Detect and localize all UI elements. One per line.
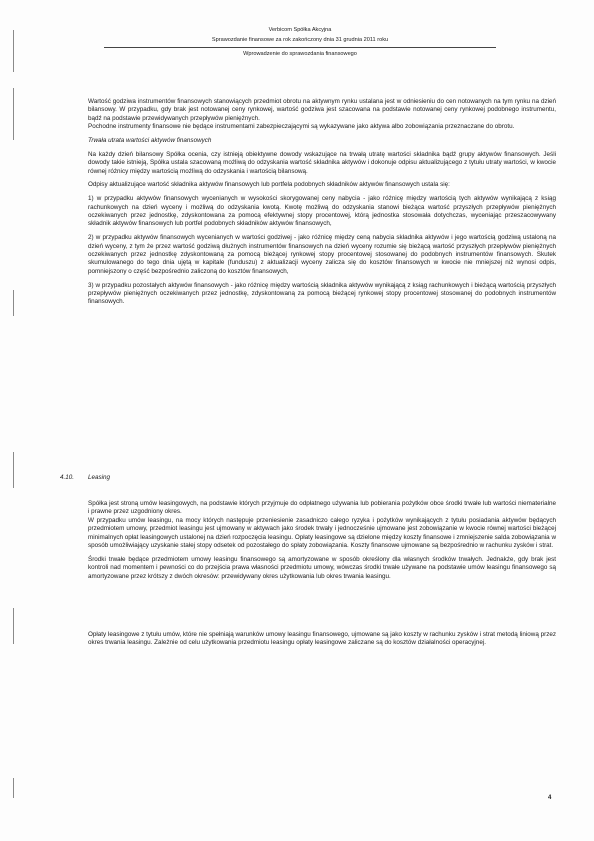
list-item: 3) w przypadku pozostałych aktywów finansowych - jako różnicę między wartością składnika aktywów wynikającą z ksiąg rachunkowych i bieżącą wartością przyszłych przepływów pieniężnych oczekiwanych przez jednostkę, zdyskontowaną za pomocą bieżącej rynkowej stopy procentowej stosowanej do podobnych instrumentów finansowych.: [88, 281, 556, 306]
scan-edge-mark: [13, 88, 14, 140]
scan-edge-mark: [13, 452, 14, 488]
paragraph: Opłaty leasingowe z tytułu umów, które nie spełniają warunków umowy leasingu finansowego, ujmowane są jako koszty w rachunku zysków i strat metodą liniową przez okres trwania leasingu. Zależnie od celu użytkowania przedmiotu leasingu opłaty leasingowe zaliczane są do kosztów działalności operacyjnej.: [88, 631, 556, 647]
scan-edge-mark: [13, 290, 14, 316]
list-item: 1) w przypadku aktywów finansowych wycenianych w wysokości skorygowanej ceny nabycia - jako różnicę między wartością tych aktywów wynikającą z ksiąg rachunkowych na dzień wyceny i możliwą do odzyskania kwotą. Kwotę możliwą do odzyskania stanowi bieżąca wartość przyszłych przepływów pieniężnych oczekiwanych przez jednostkę, zdyskontowana za pomocą efektywnej stopy procentowej, którą jednostka stosowała dotychczas, wyceniając przeszacowywany składnik aktywów finansowych lub portfel podobnych składników aktywów finansowych,: [88, 195, 556, 228]
report-title: Sprawozdanie finansowe za rok zakończony dnia 31 grudnia 2011 roku: [104, 36, 496, 49]
paragraph: W przypadku umów leasingu, na mocy których następuje przeniesienie zasadniczo całego ryzyka i pożytków wynikających z tytułu posiadania aktywów będących przedmiotem umowy, przedmiot leasingu jest ujmowany w aktywach jako środek trwały i jednocześnie ujmowane jest zobowiązanie w kwocie równej wartości bieżącej minimalnych opłat leasingowych ustalonej na dzień rozpoczęcia leasingu. Opłaty leasingowe są dzielone między koszty finansowe i zmniejszenie salda zobowiązania w sposób umożliwiający uzyskanie stałej stopy odsetek od pozostałego do spłaty zobowiązania. Koszty finansowe ujmowane są bezpośrednio w rachunku zysków i strat.: [88, 516, 556, 550]
intro-block: [88, 98, 556, 312]
page-number: 4: [548, 795, 552, 801]
paragraph: Środki trwałe będące przedmiotem umowy leasingu finansowego są amortyzowane w sposób określony dla własnych środków trwałych. Jednakże, gdy brak jest kontroli nad momentem i pewności co do przejścia prawa własności przedmiotu umowy, wówczas środki trwałe używane na podstawie umów leasingu finansowego są amortyzowane przez krótszy z dwóch okresów: przewidywany okres użytkowania lub okres trwania leasingu.: [88, 555, 556, 580]
paragraph: Na każdy dzień bilansowy Spółka ocenia, czy istnieją obiektywne dowody wskazujące na trwałą utratę wartości składnika bądź grupy aktywów finansowych. Jeśli dowody takie istnieją, Spółka ustala szacowaną możliwą do odzyskania wartość składnika aktywów i dokonuje odpisu aktualizującego z tytułu utraty wartości, w kwocie równej różnicy między wartością możliwą do odzyskania i wartością bilansową.: [88, 150, 556, 175]
list-item: 2) w przypadku aktywów finansowych wycenianych w wartości godziwej - jako różnicę między ceną nabycia składnika aktywów i jego wartością godziwą ustaloną na dzień wyceny, z tym że przez wartość godziwą dłużnych instrumentów finansowych na dzień wyceny rozumie się bieżącą wartość przyszłych przepływów pieniężnych oczekiwanych przez jednostkę zdyskontowaną za pomocą bieżącej rynkowej stopy procentowej stosowanej do podobnych instrumentów finansowych. Skutek skumulowanego do tego dnia ujętą w kapitale (funduszu) z aktualizacji wyceny zalicza się do kosztów finansowych w kwocie nie mniejszej niż wynosi odpis, pomniejszony o część bezpośrednio zaliczoną do kosztów finansowych,: [88, 234, 556, 275]
section-title: Wprowadzenie do sprawozdania finansowego: [243, 51, 357, 57]
page-header: [90, 26, 510, 60]
paragraph: Odpisy aktualizujące wartość składnika aktywów finansowych lub portfela podobnych składników aktywów finansowych ustala się:: [88, 181, 450, 189]
paragraph: Spółka jest stroną umów leasingowych, na podstawie których przyjmuje do odpłatnego używania lub pobierania pożytków obce środki trwałe lub wartości niematerialne i prawne przez uzgodniony okres.: [88, 500, 556, 516]
leasing-operating-block: [88, 631, 556, 653]
scan-edge-mark: [13, 30, 14, 72]
company-name: Verbicom Spółka Akcyjna: [268, 27, 332, 33]
scan-edge-mark: [13, 608, 14, 644]
section-heading: Leasing: [88, 474, 111, 481]
section-number: 4.10.: [60, 474, 75, 481]
scan-edge-mark: [13, 778, 14, 798]
paragraph: Wartość godziwa instrumentów finansowych stanowiących przedmiot obrotu na aktywnym rynku ustalana jest w odniesieniu do cen notowanych na tym rynku na dzień bilansowy. W przypadku, gdy brak jest notowanej ceny rynkowej, wartość godziwa jest szacowana na podstawie notowanej ceny rynkowej podobnego instrumentu, bądź na podstawie przewidywanych przepływów pieniężnych.: [88, 98, 556, 122]
leasing-block: [88, 500, 556, 586]
paragraph: Pochodne instrumenty finansowe nie będące instrumentami zabezpieczającymi są wykazywane jako aktywa albo zobowiązania przeznaczane do obrotu.: [88, 123, 515, 131]
subsection-heading: Trwała utrata wartości aktywów finansowych: [88, 137, 212, 145]
